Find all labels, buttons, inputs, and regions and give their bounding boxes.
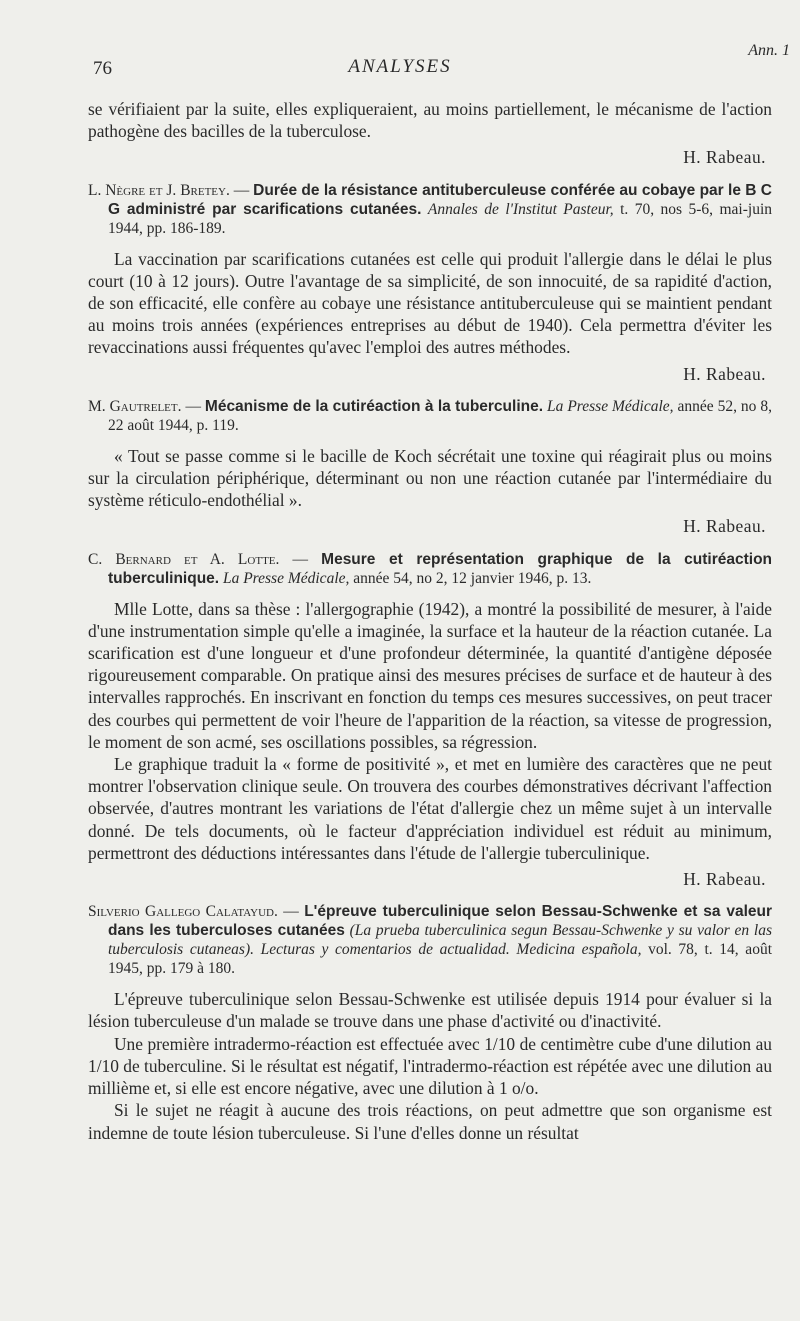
article-paragraph: Mlle Lotte, dans sa thèse : l'allergographie (1942), a montré la possibilité de mesurer, à l'aide d'une instrumentation simple qu'elle a imaginée, la surface et la hauteur de la réaction cutanée. La scarification est d'une longueur et d'une profondeur déterminée, la quantité d'antigène déposée rigoureusement comparable. On pratique ainsi des mesures précises de surface et de hauteur à des intervalles rapprochés. En inscrivant en fonction du temps ces mesures successives, on peut tracer des courbes qui permettent de voir l'heure de l'apparition de la réaction, sa vitesse de progression, le moment de son acmé, ses oscillations possibles, sa régression. (88, 598, 772, 752)
article-authors: M. Gautrelet. — (88, 397, 201, 415)
article-paragraph: Si le sujet ne réagit à aucune des trois réactions, on peut admettre que son organisme est indemne de toute lésion tuberculeuse. Si l'une d'elles donne un résultat (88, 1100, 772, 1143)
signature: H. Rabeau. (683, 516, 766, 537)
article (88, 550, 772, 891)
signature: H. Rabeau. (683, 869, 766, 890)
article-paragraph: « Tout se passe comme si le bacille de Koch sécrétait une toxine qui réagirait plus ou moins sur la circulation périphérique, déterminant ou non une réaction cutanée par l'intermédiaire du système réticulo-endothélial ». (88, 445, 772, 511)
article-paragraph: Une première intradermo-réaction est effectuée avec 1/10 de centimètre cube d'une dilution au 1/10 de tuberculine. Si le résultat est négatif, l'intradermo-réaction est répétée avec une dilution au millième et, si elle est encore négative, avec une dilution à 1 o/o. (88, 1033, 773, 1099)
article-reference (88, 181, 772, 238)
signature: H. Rabeau. (683, 147, 766, 168)
margin-annotation: Ann. 1 (748, 42, 790, 59)
article-details: t. 70, nos 5-6, mai-juin 1944, pp. 186-189. (108, 200, 772, 237)
article-source: (La prueba tuberculinica segun Bessau-Schwenke y su valor en las tuberculosis cutaneas). Lecturas y comentarios de actualidad. Medicina española, (108, 922, 772, 959)
article-title: Durée de la résistance antituberculeuse conférée au cobaye par le B C G administré par scarifications cutanées. (108, 181, 773, 218)
running-title: ANALYSES (348, 56, 452, 77)
intro-paragraph: se vérifiaient par la suite, elles expliqueraient, au moins partiellement, le mécanisme de l'action pathogène des bacilles de la tuberculose. (88, 99, 772, 142)
article-source: Annales de l'Institut Pasteur, (427, 200, 614, 218)
article-details: année 52, no 8, 22 août 1944, p. 119. (108, 397, 773, 434)
article-title: Mécanisme de la cutiréaction à la tuberculine. (204, 397, 544, 415)
article (88, 397, 772, 538)
article-paragraph: La vaccination par scarifications cutanées est celle qui produit l'allergie dans le délai le plus court (10 à 12 jours). Outre l'avantage de sa simplicité, de son innocuité, de sa rapidité d'action, de son efficacité, elle confère au cobaye une résistance antituberculeuse qui se maintient pendant au moins trois années (expériences entreprises au début de 1940). Cela permettra d'éviter les revaccinations aussi fréquentes qu'avec l'emploi des autres méthodes. (88, 248, 772, 358)
article-reference (88, 550, 772, 588)
article (88, 902, 772, 1143)
article-authors: C. Bernard et A. Lotte. — (88, 550, 309, 568)
article-paragraph: Le graphique traduit la « forme de positivité », et met en lumière des caractères que ne peut montrer l'observation clinique seule. On trouvera des courbes démonstratives décrivant l'affection observée, d'autres montrant les variations de l'état d'allergie chez un même sujet à un intervalle donné. De tels documents, où le facteur d'appréciation individuel est réduit au minimum, permettront des déductions intéressantes dans l'étude de l'allergie tuberculinique. (88, 754, 772, 863)
article-source: La Presse Médicale, (222, 569, 350, 587)
document-body (88, 98, 772, 1144)
article (88, 181, 772, 385)
article-reference (88, 902, 772, 978)
article-authors: Silverio Gallego Calatayud. — (88, 903, 299, 921)
article-source: La Presse Médicale, (547, 397, 674, 415)
article-details: vol. 78, t. 14, août 1945, pp. 179 à 180. (108, 941, 772, 978)
article-details: année 54, no 2, 12 janvier 1946, p. 13. (353, 569, 592, 587)
article-paragraph: L'épreuve tuberculinique selon Bessau-Schwenke est utilisée depuis 1914 pour évaluer si la lésion tuberculeuse d'un malade se trouve dans une phase d'activité ou d'inactivité. (88, 989, 772, 1032)
signature: H. Rabeau. (683, 363, 766, 384)
article-reference (88, 397, 772, 435)
article-title: Mesure et représentation graphique de la cutiréaction tuberculinique. (108, 550, 773, 587)
article-authors: L. Nègre et J. Bretey. — (88, 181, 250, 199)
page-number: 76 (93, 58, 112, 79)
article-title: L'épreuve tuberculinique selon Bessau-Schwenke et sa valeur dans les tuberculoses cutanées (108, 903, 773, 940)
